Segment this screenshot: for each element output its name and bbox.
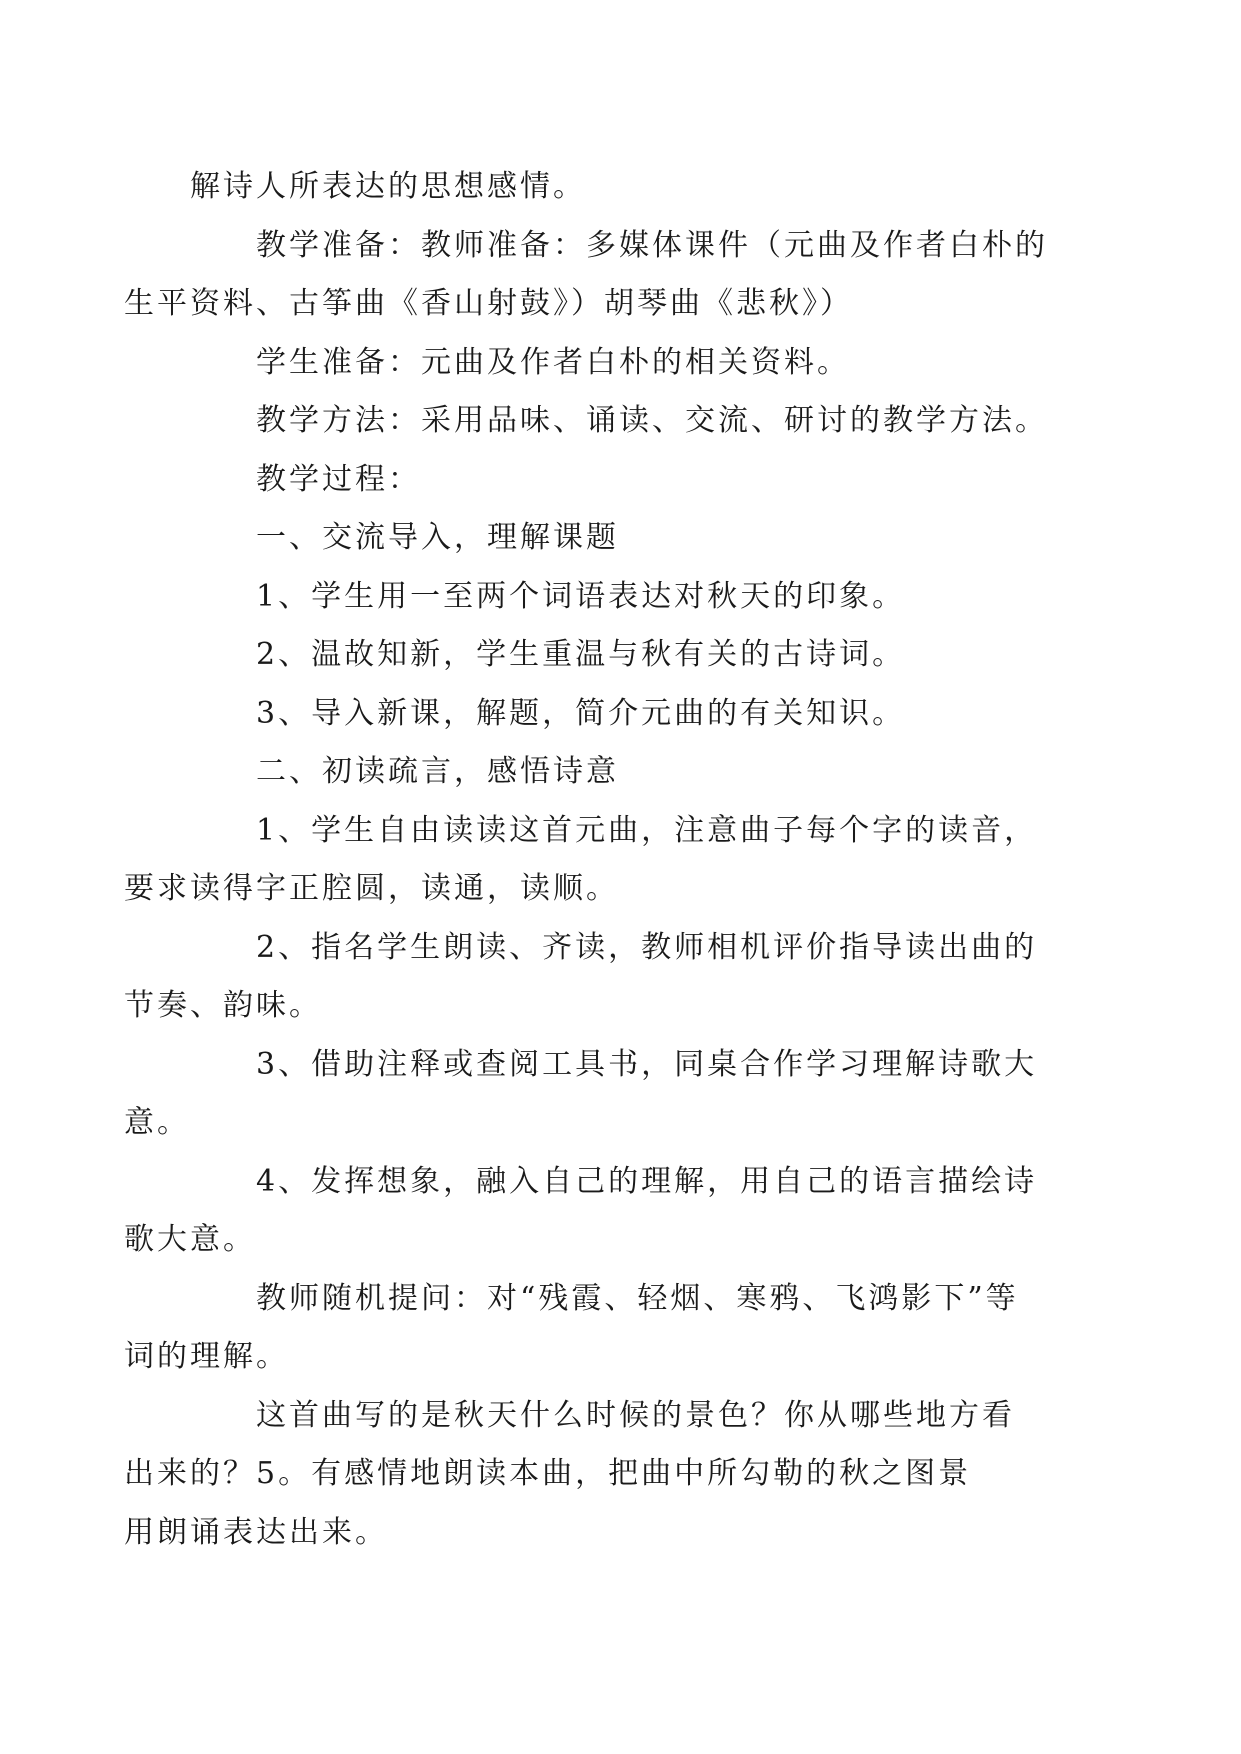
paragraph-scene-question <box>124 1387 1052 1563</box>
paragraph-1 <box>190 158 1052 217</box>
paragraph-line: 歌大意。 <box>124 1222 256 1257</box>
paragraph-line: 1、学生自由读读这首元曲，注意曲子每个字的读音， <box>256 812 1038 848</box>
list-item <box>190 626 1052 685</box>
paragraph-teaching-preparation <box>124 217 1052 334</box>
paragraph-student-preparation <box>190 334 1052 393</box>
paragraph-teaching-method <box>190 392 1052 451</box>
paragraph-line: 2、指名学生朗读、齐读，教师相机评价指导读出曲的 <box>256 929 1038 965</box>
paragraph-line: 二、初读疏言，感悟诗意 <box>256 754 619 789</box>
document-body <box>124 158 1052 1562</box>
paragraph-line: 要求读得字正腔圆，读通，读顺。 <box>124 871 619 906</box>
paragraph-line: 意。 <box>124 1105 190 1140</box>
paragraph-line: 一、交流导入，理解课题 <box>256 520 619 555</box>
paragraph-line: 节奏、韵味。 <box>124 988 322 1023</box>
paragraph-line: 教学过程： <box>256 461 421 497</box>
paragraph-line: 生平资料、古筝曲《香山射鼓》）胡琴曲《悲秋》） <box>124 286 853 321</box>
paragraph-line: 词的理解。 <box>124 1339 289 1374</box>
paragraph-line: 教师随机提问：对“残霞、轻烟、寒鸦、飞鸿影下”等 <box>256 1280 1019 1316</box>
list-item <box>124 1036 1052 1153</box>
paragraph-teaching-process <box>190 451 1052 510</box>
paragraph-line: 3、借助注释或查阅工具书，同桌合作学习理解诗歌大 <box>256 1046 1038 1082</box>
list-item <box>190 685 1052 744</box>
list-item <box>124 919 1052 1036</box>
section-heading-1 <box>190 509 1052 568</box>
paragraph-line: 用朗诵表达出来。 <box>124 1514 388 1550</box>
paragraph-line: 学生准备：元曲及作者白朴的相关资料。 <box>256 344 850 380</box>
paragraph-line: 1、学生用一至两个词语表达对秋天的印象。 <box>256 578 906 614</box>
paragraph-line: 教学方法：采用品味、诵读、交流、研讨的教学方法。 <box>256 403 1048 438</box>
paragraph-line: 教学准备：教师准备：多媒体课件（元曲及作者白朴的 <box>256 227 1048 263</box>
paragraph-line: 4、发挥想象，融入自己的理解，用自己的语言描绘诗 <box>256 1163 1038 1199</box>
paragraph-line: 出来的？5。有感情地朗读本曲，把曲中所勾勒的秋之图景 <box>124 1456 972 1491</box>
list-item <box>124 1153 1052 1270</box>
list-item <box>124 802 1052 919</box>
paragraph-line: 解诗人所表达的思想感情。 <box>190 169 586 204</box>
paragraph-line: 这首曲写的是秋天什么时候的景色？你从哪些地方看 <box>256 1397 1015 1433</box>
list-item <box>190 568 1052 627</box>
paragraph-line: 3、导入新课，解题，简介元曲的有关知识。 <box>256 695 906 731</box>
section-heading-2 <box>190 743 1052 802</box>
paragraph-line: 2、温故知新，学生重温与秋有关的古诗词。 <box>256 637 906 672</box>
paragraph-teacher-question <box>124 1270 1052 1387</box>
